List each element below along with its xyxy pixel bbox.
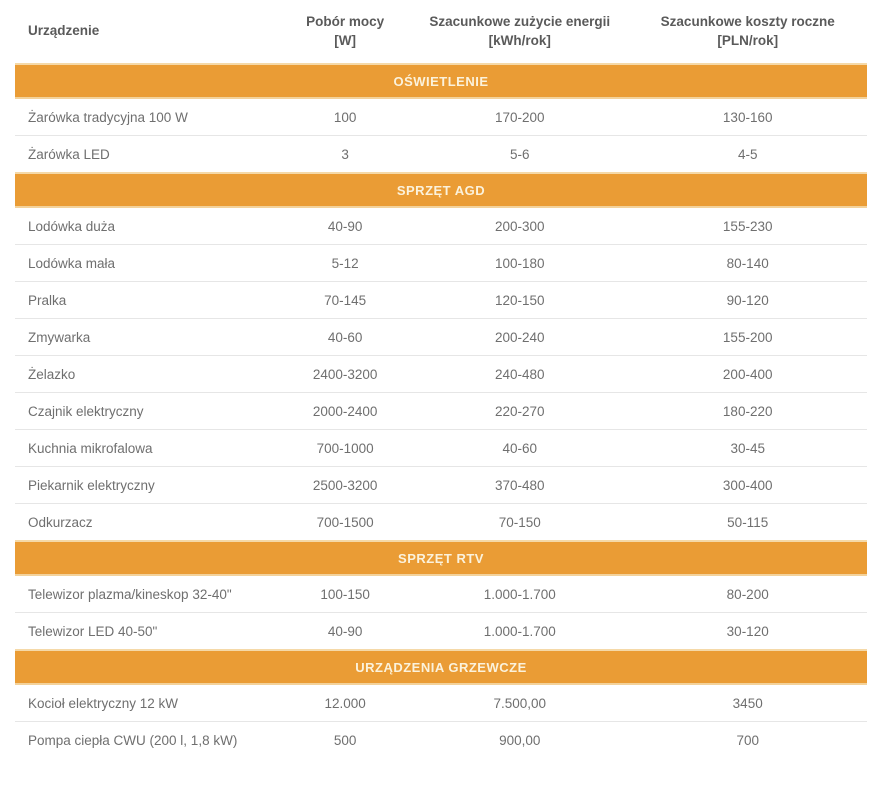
table-row bbox=[15, 613, 867, 651]
power-cell: 500 bbox=[333, 732, 357, 748]
power-cell: 12.000 bbox=[279, 684, 411, 722]
table-row bbox=[15, 356, 867, 393]
power-cell: 700-1500 bbox=[279, 504, 411, 542]
column-label: Szacunkowe koszty roczne bbox=[660, 13, 835, 29]
power-cell: 40-60 bbox=[279, 319, 411, 356]
cost-cell: 30-45 bbox=[628, 430, 867, 467]
power-cell: 100-150 bbox=[279, 575, 411, 613]
table-body bbox=[15, 64, 867, 758]
section-header-urzadzenia-grzewcze bbox=[15, 650, 867, 684]
cost-cell: 80-200 bbox=[628, 575, 867, 613]
energy-cell: 100-180 bbox=[411, 245, 628, 282]
energy-cell: 1.000-1.700 bbox=[411, 613, 628, 651]
table-row bbox=[15, 319, 867, 356]
column-header-energy bbox=[411, 0, 628, 64]
device-cell: Telewizor LED 40-50" bbox=[15, 613, 279, 651]
cost-cell: 3450 bbox=[628, 684, 867, 722]
power-cell: 70-145 bbox=[279, 282, 411, 319]
device-cell: Kuchnia mikrofalowa bbox=[15, 430, 279, 467]
cost-cell: 300-400 bbox=[628, 467, 867, 504]
table-head bbox=[15, 0, 867, 64]
column-label: Pobór mocy bbox=[306, 13, 385, 29]
device-cell: Zmywarka bbox=[15, 319, 279, 356]
cost-cell: 90-120 bbox=[628, 282, 867, 319]
column-header-power bbox=[279, 0, 411, 64]
table-row bbox=[15, 207, 867, 245]
cost-cell: 180-220 bbox=[628, 393, 867, 430]
table-row bbox=[15, 136, 867, 174]
section-title: OŚWIETLENIE bbox=[15, 64, 867, 98]
device-cell: Żelazko bbox=[15, 356, 279, 393]
table-row bbox=[15, 393, 867, 430]
table-header-row bbox=[15, 0, 867, 64]
column-unit: [PLN/rok] bbox=[717, 32, 779, 48]
device-cell: Telewizor plazma/kineskop 32-40" bbox=[15, 575, 279, 613]
table-row bbox=[15, 245, 867, 282]
section-title: SPRZĘT RTV bbox=[15, 541, 867, 575]
energy-consumption-table bbox=[15, 0, 867, 758]
power-cell: 2400-3200 bbox=[279, 356, 411, 393]
cost-cell: 155-230 bbox=[628, 207, 867, 245]
device-cell: Piekarnik elektryczny bbox=[15, 467, 279, 504]
cost-cell: 50-115 bbox=[628, 504, 867, 542]
energy-cell: 70-150 bbox=[411, 504, 628, 542]
device-cell: Lodówka duża bbox=[15, 207, 279, 245]
energy-cell: 240-480 bbox=[411, 356, 628, 393]
section-header-sprzet-agd bbox=[15, 173, 867, 207]
column-header-device bbox=[15, 0, 279, 64]
device-cell: Odkurzacz bbox=[15, 504, 279, 542]
cost-cell: 30-120 bbox=[628, 613, 867, 651]
energy-cell: 220-270 bbox=[411, 393, 628, 430]
table-row bbox=[15, 430, 867, 467]
power-cell: 40-90 bbox=[279, 207, 411, 245]
device-cell: Pompa ciepła CWU (200 l, 1,8 kW) bbox=[28, 732, 238, 748]
device-cell: Żarówka tradycyjna 100 W bbox=[15, 98, 279, 136]
column-unit: [W] bbox=[334, 32, 356, 48]
cost-cell: 200-400 bbox=[628, 356, 867, 393]
cost-cell: 80-140 bbox=[628, 245, 867, 282]
section-title: SPRZĘT AGD bbox=[15, 173, 867, 207]
energy-cell: 200-300 bbox=[411, 207, 628, 245]
device-cell: Pralka bbox=[15, 282, 279, 319]
energy-cell: 7.500,00 bbox=[411, 684, 628, 722]
power-cell: 3 bbox=[279, 136, 411, 174]
power-cell: 700-1000 bbox=[279, 430, 411, 467]
energy-cell: 170-200 bbox=[411, 98, 628, 136]
device-cell: Czajnik elektryczny bbox=[15, 393, 279, 430]
energy-cell: 40-60 bbox=[411, 430, 628, 467]
energy-cell: 200-240 bbox=[411, 319, 628, 356]
table-row bbox=[15, 504, 867, 542]
table-row bbox=[15, 98, 867, 136]
column-label: Urządzenie bbox=[28, 23, 100, 39]
column-label: Szacunkowe zużycie energii bbox=[429, 13, 611, 29]
table-row bbox=[15, 282, 867, 319]
device-cell: Lodówka mała bbox=[15, 245, 279, 282]
cost-cell: 700 bbox=[736, 732, 759, 748]
energy-cell: 370-480 bbox=[411, 467, 628, 504]
power-cell: 2000-2400 bbox=[279, 393, 411, 430]
energy-cell: 5-6 bbox=[411, 136, 628, 174]
section-header-oswietlenie bbox=[15, 64, 867, 98]
section-title: URZĄDZENIA GRZEWCZE bbox=[15, 650, 867, 684]
energy-cell: 900,00 bbox=[499, 732, 541, 748]
energy-cell: 1.000-1.700 bbox=[411, 575, 628, 613]
column-header-cost bbox=[628, 0, 867, 64]
power-cell: 2500-3200 bbox=[279, 467, 411, 504]
energy-cell: 120-150 bbox=[411, 282, 628, 319]
cost-cell: 155-200 bbox=[628, 319, 867, 356]
table-row bbox=[15, 575, 867, 613]
cost-cell: 4-5 bbox=[628, 136, 867, 174]
table-row bbox=[15, 722, 867, 759]
table-row bbox=[15, 684, 867, 722]
power-cell: 40-90 bbox=[279, 613, 411, 651]
energy-table-container bbox=[15, 0, 867, 758]
power-cell: 5-12 bbox=[279, 245, 411, 282]
section-header-sprzet-rtv bbox=[15, 541, 867, 575]
column-unit: [kWh/rok] bbox=[488, 32, 551, 48]
table-row bbox=[15, 467, 867, 504]
device-cell: Żarówka LED bbox=[15, 136, 279, 174]
cost-cell: 130-160 bbox=[628, 98, 867, 136]
power-cell: 100 bbox=[279, 98, 411, 136]
device-cell: Kocioł elektryczny 12 kW bbox=[15, 684, 279, 722]
